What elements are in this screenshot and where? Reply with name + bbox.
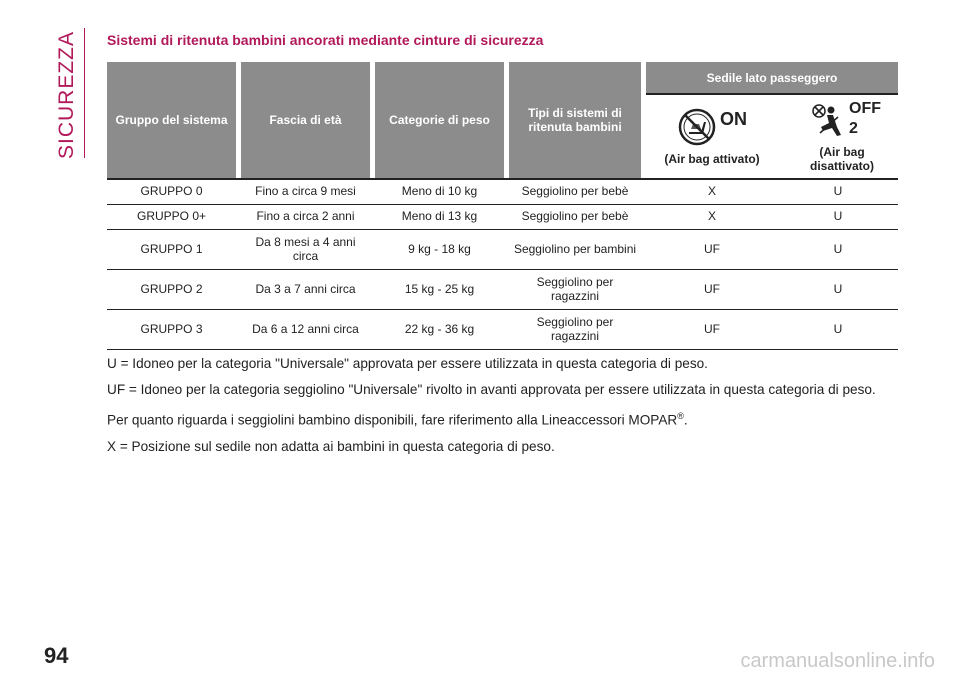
table-row	[107, 270, 898, 310]
header-peso: Categorie di peso	[375, 62, 504, 178]
table-row	[107, 310, 898, 350]
cell-airbag-off: U	[833, 281, 843, 296]
watermark: carmanualsonline.info	[740, 650, 935, 672]
header-sedile: Sedile lato passeggero	[646, 62, 898, 93]
table-row	[107, 230, 898, 270]
section-title: Sistemi di ritenuta bambini ancorati mediante cinture di sicurezza	[107, 32, 544, 48]
cell-peso: Meno di 13 kg	[401, 209, 478, 224]
table-row	[107, 205, 898, 230]
table-row	[107, 180, 898, 205]
cell-gruppo: GRUPPO 3	[140, 321, 203, 336]
airbag-off-number: 2	[849, 120, 858, 137]
note-lineaccessori-end: .	[683, 412, 688, 428]
cell-tipo: Seggiolino per ragazzini	[536, 314, 614, 343]
airbag-on-label: ON	[720, 109, 747, 129]
child-restraint-table	[107, 62, 898, 350]
side-tab	[52, 30, 82, 160]
header-sedile-group	[646, 62, 898, 178]
cell-airbag-on: UF	[704, 281, 720, 296]
note-universale-forward: UF = Idoneo per la categoria seggiolino "Universale" rivolto in avanti approvata per essere utilizzata in questa categoria di peso.	[107, 382, 876, 397]
cell-fascia: Fino a circa 2 anni	[256, 209, 355, 224]
note-universale: U = Idoneo per la categoria "Universale" approvata per essere utilizzata in questa categoria di peso.	[107, 356, 708, 371]
cell-gruppo: GRUPPO 1	[140, 241, 203, 256]
cell-gruppo: GRUPPO 0+	[136, 209, 207, 224]
cell-fascia: Da 6 a 12 anni circa	[252, 321, 359, 336]
cell-airbag-on: X	[707, 184, 716, 199]
cell-gruppo: GRUPPO 0	[140, 184, 203, 199]
cell-airbag-off: U	[833, 184, 843, 199]
cell-airbag-off: U	[833, 321, 843, 336]
cell-airbag-on: X	[707, 209, 716, 224]
cell-tipo: Seggiolino per bebè	[521, 209, 629, 224]
airbag-off-label: OFF	[849, 100, 881, 117]
note-lineaccessori-text: Per quanto riguarda i seggiolini bambino disponibili, fare riferimento alla Lineaccessori MOPAR	[107, 412, 678, 428]
side-divider	[84, 28, 85, 158]
header-tipi: Tipi di sistemi di ritenuta bambini	[509, 62, 641, 178]
cell-peso: 15 kg - 25 kg	[404, 281, 475, 296]
cell-gruppo: GRUPPO 2	[140, 281, 203, 296]
airbag-off-caption: (Air bag disattivato)	[809, 145, 874, 174]
table-header	[107, 62, 898, 180]
cell-peso: 22 kg - 36 kg	[404, 321, 475, 336]
table-notes	[107, 355, 907, 464]
page-number: 94	[44, 643, 69, 668]
cell-airbag-off: U	[833, 209, 843, 224]
cell-fascia: Fino a circa 9 mesi	[255, 184, 356, 199]
side-tab-label: SICUREZZA	[55, 30, 79, 160]
header-airbag-on	[646, 95, 778, 178]
cell-airbag-on: UF	[704, 321, 720, 336]
note-lineaccessori	[107, 407, 907, 430]
cell-fascia: Da 3 a 7 anni circa	[255, 281, 356, 296]
header-fascia: Fascia di età	[241, 62, 370, 178]
header-gruppo: Gruppo del sistema	[107, 62, 236, 178]
child-seat-prohibited-icon	[677, 107, 717, 147]
cell-fascia: Da 8 mesi a 4 anni circa	[255, 234, 356, 263]
cell-peso: 9 kg - 18 kg	[408, 241, 471, 256]
header-airbag-off	[778, 95, 898, 178]
cell-tipo: Seggiolino per ragazzini	[536, 274, 614, 303]
note-not-suitable: X = Posizione sul sedile non adatta ai bambini in questa categoria di peso.	[107, 438, 555, 454]
airbag-on-caption: (Air bag attivato)	[664, 152, 760, 166]
airbag-off-icon	[811, 103, 847, 141]
cell-tipo: Seggiolino per bebè	[521, 184, 629, 199]
cell-airbag-on: UF	[704, 241, 720, 256]
registered-mark: ®	[677, 411, 684, 421]
cell-tipo: Seggiolino per bambini	[513, 241, 637, 256]
cell-airbag-off: U	[833, 241, 843, 256]
cell-peso: Meno di 10 kg	[401, 184, 478, 199]
